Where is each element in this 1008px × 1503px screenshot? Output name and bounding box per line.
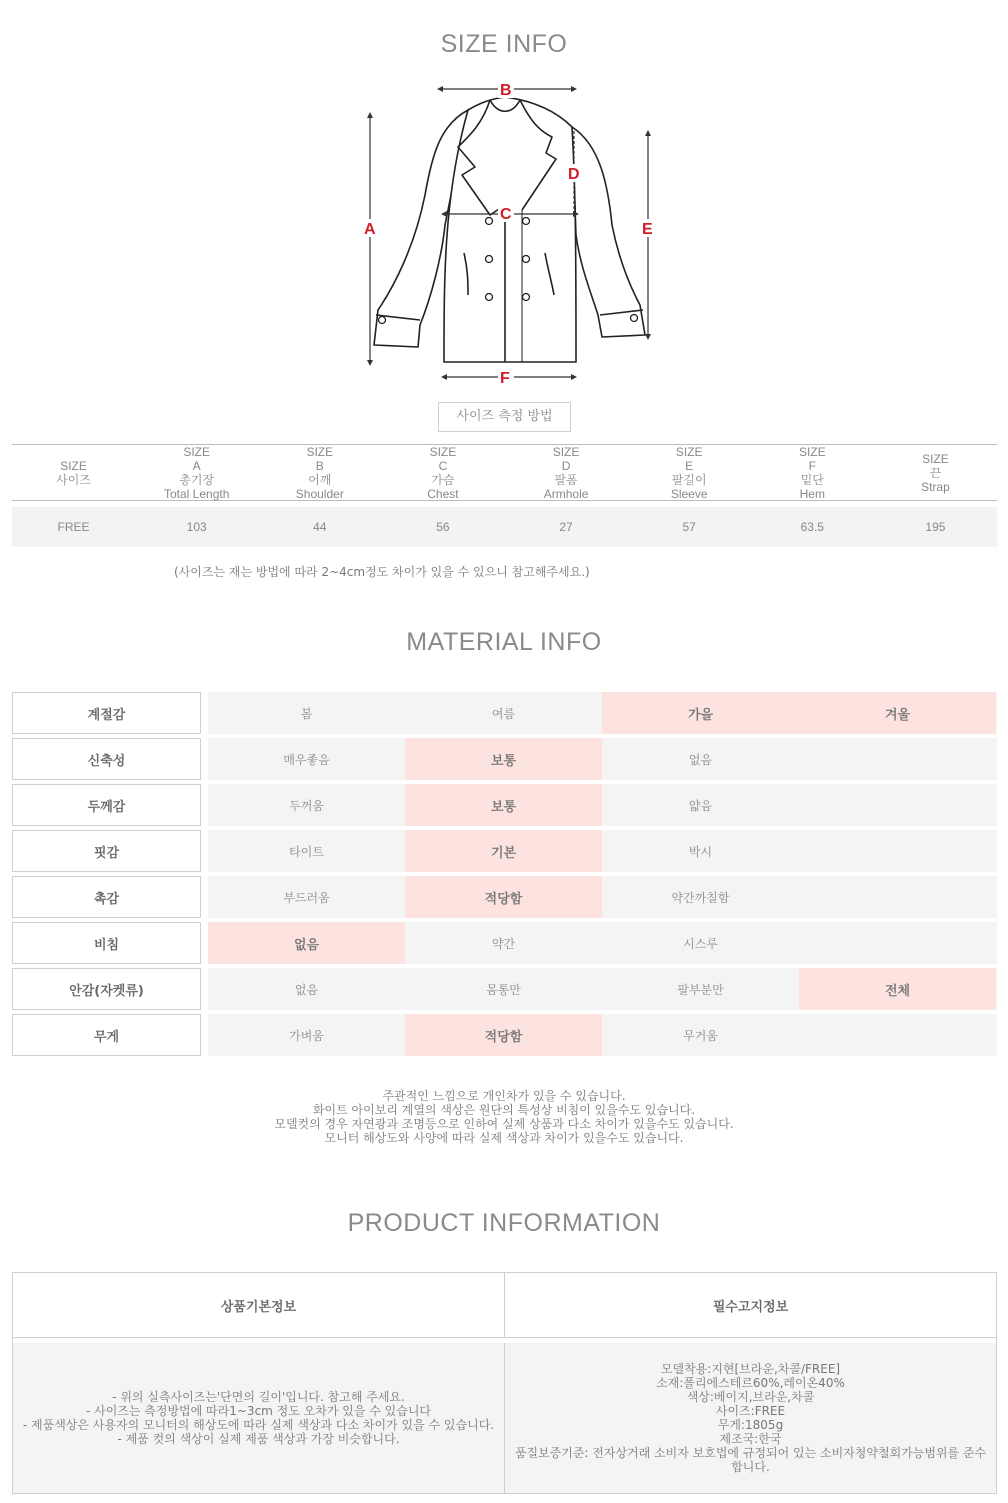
material-row [12, 830, 997, 872]
size-cell: 103 [186, 520, 207, 534]
measure-letter-c: C [500, 206, 512, 223]
material-row-label: 두께감 [12, 784, 201, 826]
size-header-cell: SIZE 끈 Strap [921, 451, 950, 494]
measure-letter-b: B [500, 82, 512, 99]
material-option-selected: 없음 [208, 922, 405, 964]
material-option: 타이트 [289, 844, 324, 859]
required-notice-body [505, 1343, 996, 1493]
required-notice-header: 필수고지정보 [505, 1273, 996, 1338]
material-option: 두꺼움 [289, 798, 324, 813]
material-row [12, 692, 997, 734]
size-header-cell: SIZE E 팔길이 Sleeve [670, 444, 708, 501]
material-option: 없음 [688, 752, 713, 767]
material-notes [0, 1089, 1008, 1145]
material-option [799, 830, 996, 872]
basic-info-header: 상품기본정보 [13, 1273, 505, 1338]
material-option: 박시 [688, 844, 713, 859]
size-cell: FREE [57, 520, 90, 534]
material-row [12, 738, 997, 780]
material-row-label: 계절감 [12, 692, 201, 734]
size-table-header [12, 444, 997, 501]
material-options [208, 738, 997, 780]
material-option: 약간까칠함 [671, 890, 730, 905]
size-cell: 27 [559, 520, 573, 534]
basic-info-line: - 사이즈는 측정방법에 따라1~3cm 정도 오차가 있을 수 있습니다 [85, 1404, 432, 1418]
material-options [208, 922, 997, 964]
size-cell: 195 [925, 520, 946, 534]
size-cell: 63.5 [800, 520, 824, 534]
material-option [799, 1014, 996, 1056]
material-option: 팔부분만 [677, 982, 724, 997]
material-option [799, 922, 996, 964]
material-row-label: 무게 [12, 1014, 201, 1056]
material-option [799, 738, 996, 780]
basic-info-line: - 제품 컷의 색상이 실제 제품 색상과 가장 비슷합니다. [117, 1432, 400, 1446]
product-info-table [12, 1272, 997, 1494]
material-option: 무거움 [683, 1028, 718, 1043]
size-info-title: SIZE INFO [440, 30, 568, 58]
material-info-title: MATERIAL INFO [406, 628, 602, 656]
notice-line: 색상:베이지,브라운,차콜 [686, 1390, 815, 1404]
size-header-cell: SIZE F 밑단 Hem [798, 444, 826, 501]
material-option: 약간 [491, 936, 516, 951]
material-option-selected: 가을 [602, 692, 799, 734]
notice-line: 사이즈:FREE [715, 1404, 786, 1418]
size-note: (사이즈는 재는 방법에 따라 2~4cm정도 차이가 있을 수 있으니 참고해주세요.) [174, 565, 590, 579]
material-row-label: 안감(자켓류) [12, 968, 201, 1010]
material-options [208, 876, 997, 918]
material-options [208, 968, 997, 1010]
material-row-label: 신축성 [12, 738, 201, 780]
measure-letter-a: A [364, 221, 376, 238]
material-row-label: 핏감 [12, 830, 201, 872]
material-option: 여름 [491, 706, 516, 721]
size-table [12, 444, 997, 547]
material-row [12, 922, 997, 964]
material-option: 봄 [300, 706, 313, 721]
material-row [12, 784, 997, 826]
material-option: 매우좋음 [283, 752, 330, 767]
note-line: 모델컷의 경우 자연광과 조명등으로 인하여 실제 상품과 다소 차이가 있을수도 있습니다. [274, 1117, 734, 1131]
notice-line: 무게:1805g [717, 1418, 784, 1432]
notice-line: 모델착용:지현[브라운,차콜/FREE] [660, 1362, 841, 1376]
note-line: 화이트 아이보리 계열의 색상은 원단의 특성상 비침이 있을수도 있습니다. [312, 1103, 696, 1117]
material-option: 시스루 [683, 936, 718, 951]
size-cell: 56 [436, 520, 450, 534]
material-option [799, 876, 996, 918]
size-table-row [12, 507, 997, 547]
product-info-title: PRODUCT INFORMATION [347, 1209, 661, 1237]
size-method-button[interactable]: 사이즈 측정 방법 [438, 402, 571, 432]
material-option-selected: 전체 [799, 968, 996, 1010]
size-cell: 57 [682, 520, 696, 534]
material-option-selected: 적당함 [405, 876, 602, 918]
material-table [12, 692, 997, 1060]
material-option: 얇음 [688, 798, 713, 813]
material-option: 없음 [294, 982, 319, 997]
notice-line: 제조국:한국 [719, 1432, 782, 1446]
coat-measurement-diagram [340, 75, 670, 395]
size-header-cell: SIZE A 총기장 Total Length [163, 444, 230, 501]
notice-line: 소재:폴리에스테르60%,레이온40% [656, 1376, 845, 1390]
material-option [799, 784, 996, 826]
material-option-selected: 겨울 [799, 692, 996, 734]
material-options [208, 784, 997, 826]
size-header-cell: SIZE C 가슴 Chest [427, 444, 459, 501]
material-option: 가벼움 [289, 1028, 324, 1043]
material-row [12, 876, 997, 918]
measure-letter-f: F [500, 370, 510, 387]
material-option-selected: 기본 [405, 830, 602, 872]
measure-letter-e: E [642, 221, 653, 238]
measure-letter-d: D [568, 166, 580, 183]
note-line: 주관적인 느낌으로 개인차가 있을 수 있습니다. [382, 1089, 626, 1103]
material-option-selected: 적당함 [405, 1014, 602, 1056]
material-row [12, 968, 997, 1010]
material-options [208, 1014, 997, 1056]
coat-outline [374, 97, 645, 362]
material-row-label: 비침 [12, 922, 201, 964]
size-header-cell: SIZE B 어깨 Shoulder [295, 444, 344, 501]
note-line: 모니터 해상도와 사양에 따라 실제 색상과 차이가 있을수도 있습니다. [324, 1131, 684, 1145]
size-cell: 44 [313, 520, 327, 534]
material-row-label: 촉감 [12, 876, 201, 918]
material-option: 부드러움 [283, 890, 330, 905]
material-options [208, 692, 997, 734]
material-row [12, 1014, 997, 1056]
notice-line: 품질보증기준: 전자상거래 소비자 보호법에 규정되어 있는 소비자청약철회가능범위를 준수합니다. [514, 1446, 987, 1474]
material-option: 몸통만 [486, 982, 521, 997]
basic-info-line: - 제품색상은 사용자의 모니터의 해상도에 따라 실제 색상과 다소 차이가 있을 수 있습니다. [22, 1418, 495, 1432]
basic-info-body [13, 1343, 505, 1493]
material-option-selected: 보통 [405, 784, 602, 826]
material-options [208, 830, 997, 872]
basic-info-line: - 위의 실측사이즈는'단면의 길이'입니다. 참고해 주세요. [112, 1390, 405, 1404]
size-header-cell: SIZE D 팔폼 Armhole [543, 444, 589, 501]
material-option-selected: 보통 [405, 738, 602, 780]
size-header-cell: SIZE 사이즈 [56, 458, 91, 487]
